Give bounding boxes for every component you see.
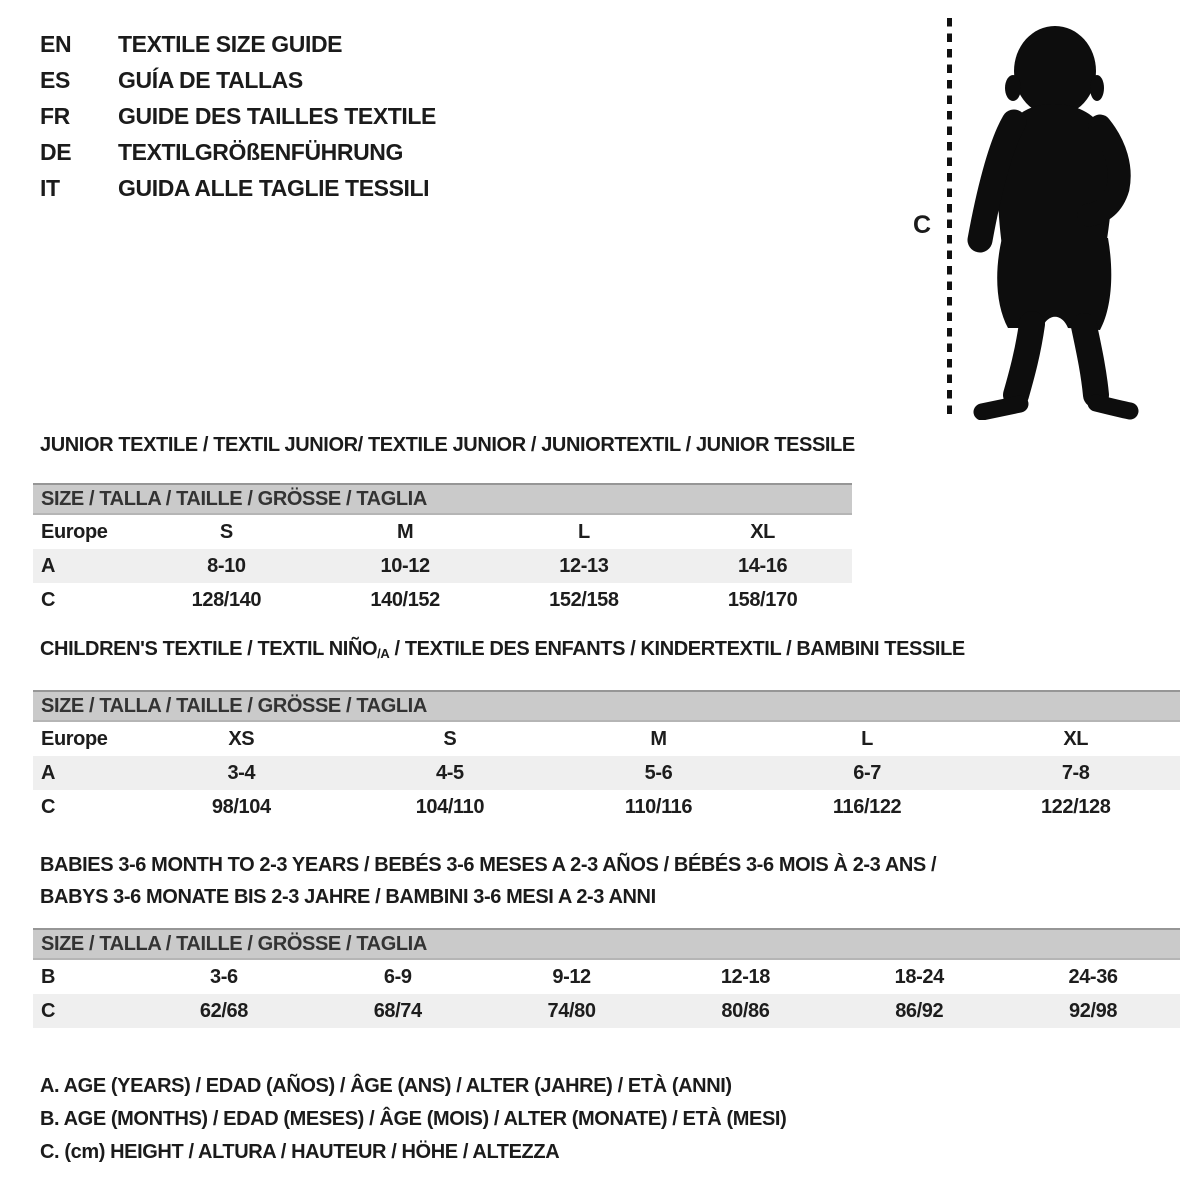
value-cell: 152/158 <box>549 589 619 611</box>
value-cell: XS <box>228 728 255 750</box>
language-row <box>40 62 436 98</box>
row-label-cell: C <box>41 1000 56 1022</box>
table-row <box>33 583 852 617</box>
value-cell: XL <box>1063 728 1089 750</box>
value-cell: L <box>577 521 590 543</box>
value-cell: 3-6 <box>210 966 238 988</box>
footnotes <box>40 1070 786 1169</box>
value-cell: 18-24 <box>894 966 944 988</box>
children-table <box>33 690 1180 824</box>
babies-title-line1: BABIES 3-6 MONTH TO 2-3 YEARS / BEBÉS 3-6 MESES A 2-3 AÑOS / BÉBÉS 3-6 MOIS À 2-3 ANS / <box>40 854 937 876</box>
value-cell: M <box>396 521 414 543</box>
value-cell: XL <box>750 521 775 543</box>
language-row <box>40 26 436 62</box>
value-cell: 86/92 <box>895 1000 944 1022</box>
value-cell: 158/170 <box>727 589 798 611</box>
value-cell: 14-16 <box>738 555 788 577</box>
babies-table <box>33 928 1180 1028</box>
children-table-rows <box>33 722 1180 824</box>
value-cell: 12-18 <box>720 966 770 988</box>
table-row <box>33 722 1180 756</box>
children-section-title <box>40 638 965 661</box>
value-cell: 104/110 <box>415 796 485 818</box>
row-label-cell: A <box>41 555 56 577</box>
junior-table-rows <box>33 515 852 617</box>
row-label-cell: Europe <box>41 521 108 543</box>
language-title: TEXTILE SIZE GUIDE <box>118 31 343 57</box>
table-row <box>33 515 852 549</box>
table-row <box>33 549 852 583</box>
junior-table <box>33 483 852 617</box>
language-code: EN <box>40 31 72 57</box>
babies-section-title <box>40 849 936 913</box>
value-cell: 122/128 <box>1040 796 1111 818</box>
size-header-bar: SIZE / TALLA / TAILLE / GRÖSSE / TAGLIA <box>33 483 852 515</box>
value-cell: 128/140 <box>191 589 262 611</box>
babies-title-line2: BABYS 3-6 MONATE BIS 2-3 JAHRE / BAMBINI 3-6 MESI A 2-3 ANNI <box>40 886 656 908</box>
footnote-c: C. (cm) HEIGHT / ALTURA / HAUTEUR / HÖHE / ALTEZZA <box>40 1141 560 1163</box>
footnote-a: A. AGE (YEARS) / EDAD (AÑOS) / ÂGE (ANS) / ALTER (JAHRE) / ETÀ (ANNI) <box>40 1075 732 1097</box>
row-label-cell: C <box>41 589 56 611</box>
language-code: DE <box>40 139 72 165</box>
value-cell: 6-7 <box>853 762 881 784</box>
value-cell: 92/98 <box>1069 1000 1118 1022</box>
value-cell: 10-12 <box>380 555 430 577</box>
babies-table-rows <box>33 960 1180 1028</box>
value-cell: 7-8 <box>1061 762 1090 784</box>
value-cell: 110/116 <box>624 796 693 818</box>
height-dashed-line <box>947 18 952 416</box>
value-cell: 80/86 <box>721 1000 770 1022</box>
value-cell: 8-10 <box>207 555 246 577</box>
language-code: ES <box>40 67 70 93</box>
value-cell: 5-6 <box>644 762 673 784</box>
table-row <box>33 756 1180 790</box>
value-cell: 140/152 <box>370 589 440 611</box>
row-label-cell: C <box>41 796 56 818</box>
language-row <box>40 170 436 206</box>
children-title-suffix: / TEXTILE DES ENFANTS / KINDERTEXTIL / BAMBINI TESSILE <box>389 638 965 660</box>
language-title: TEXTILGRÖßENFÜHRUNG <box>118 139 403 165</box>
language-title: GUÍA DE TALLAS <box>118 67 303 93</box>
toddler-silhouette-icon <box>958 14 1150 420</box>
table-row <box>33 960 1180 994</box>
language-title-list <box>40 26 436 206</box>
footnote-b: B. AGE (MONTHS) / EDAD (MESES) / ÂGE (MOIS) / ALTER (MONATE) / ETÀ (MESI) <box>40 1108 787 1130</box>
junior-section-title: JUNIOR TEXTILE / TEXTIL JUNIOR/ TEXTILE JUNIOR / JUNIORTEXTIL / JUNIOR TESSILE <box>40 434 855 456</box>
value-cell: 74/80 <box>547 1000 596 1022</box>
value-cell: S <box>219 521 233 543</box>
value-cell: 62/68 <box>199 1000 248 1022</box>
height-measure-label: C <box>913 211 931 239</box>
value-cell: 12-13 <box>559 555 609 577</box>
size-header-bar: SIZE / TALLA / TAILLE / GRÖSSE / TAGLIA <box>33 690 1180 722</box>
value-cell: 24-36 <box>1068 966 1118 988</box>
size-header-bar: SIZE / TALLA / TAILLE / GRÖSSE / TAGLIA <box>33 928 1180 960</box>
language-code: FR <box>40 103 70 129</box>
value-cell: 116/122 <box>832 796 902 818</box>
value-cell: 3-4 <box>227 762 256 784</box>
children-title-prefix: CHILDREN'S TEXTILE / TEXTIL NIÑO <box>40 638 378 660</box>
value-cell: S <box>443 728 457 750</box>
value-cell: 9-12 <box>552 966 591 988</box>
value-cell: 98/104 <box>211 796 271 818</box>
value-cell: 4-5 <box>436 762 464 784</box>
language-title: GUIDA ALLE TAGLIE TESSILI <box>118 175 430 201</box>
language-row <box>40 98 436 134</box>
row-label-cell: Europe <box>41 728 108 750</box>
language-row <box>40 134 436 170</box>
row-label-cell: A <box>41 762 56 784</box>
language-code: IT <box>40 175 60 201</box>
table-row <box>33 994 1180 1028</box>
value-cell: M <box>650 728 667 750</box>
table-row <box>33 790 1180 824</box>
language-title: GUIDE DES TAILLES TEXTILE <box>118 103 436 129</box>
value-cell: 68/74 <box>373 1000 422 1022</box>
value-cell: 6-9 <box>383 966 412 988</box>
children-title-subscript: /A <box>377 646 390 661</box>
row-label-cell: B <box>41 966 56 988</box>
value-cell: L <box>861 728 873 750</box>
